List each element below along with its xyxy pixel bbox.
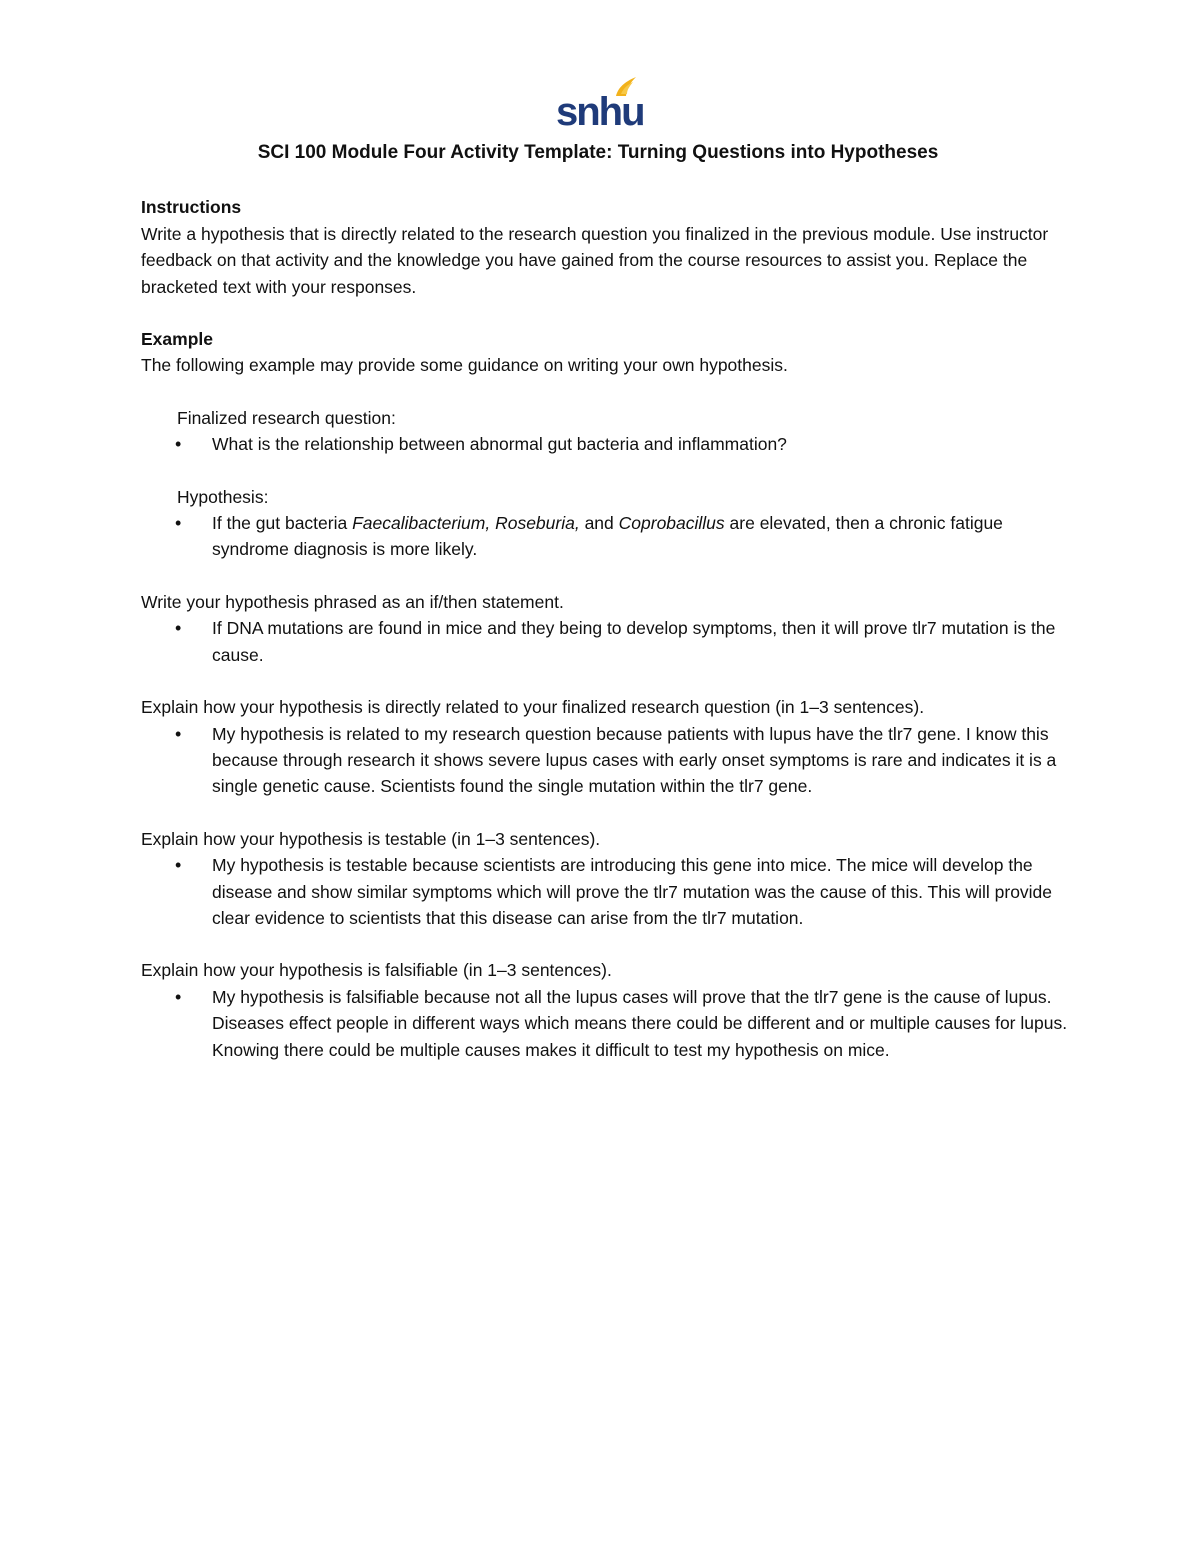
question-2-block: [141, 694, 1071, 800]
example-question-block: [141, 405, 1071, 458]
list-item: • What is the relationship between abnormal gut bacteria and inflammation?: [212, 431, 1071, 457]
instructions-section: [141, 194, 1071, 300]
example-question-label: Finalized research question:: [177, 407, 396, 428]
question-3-block: [141, 826, 1071, 932]
instructions-heading: Instructions: [141, 197, 242, 218]
question-2-prompt: Explain how your hypothesis is directly related to your finalized research question (in 1–3 sentences).: [141, 697, 925, 718]
example-hypothesis-block: [141, 484, 1071, 563]
question-4-block: [141, 957, 1071, 1063]
question-1-block: [141, 589, 1071, 668]
example-hypothesis-label: Hypothesis:: [177, 486, 269, 507]
list-item: • If DNA mutations are found in mice and they being to develop symptoms, then it will prove tlr7 mutation is the cause.: [212, 615, 1071, 668]
list-item: [212, 510, 1071, 563]
question-3-answer-list: [141, 852, 1071, 931]
bacteria-name: Coprobacillus: [618, 513, 725, 534]
question-4-answer-list: [141, 984, 1071, 1063]
hypothesis-text: If the gut bacteria: [212, 513, 353, 534]
hypothesis-text: and: [579, 513, 619, 534]
document-body: [141, 140, 1071, 1089]
hypothesis-text: are elevated, then a chronic fatigue syndrome diagnosis is more likely.: [212, 513, 1003, 560]
page-title: SCI 100 Module Four Activity Template: Turning Questions into Hypotheses: [257, 142, 939, 163]
question-4-prompt: Explain how your hypothesis is falsifiable (in 1–3 sentences).: [141, 960, 612, 981]
logo-text: snhu: [556, 90, 644, 134]
instructions-body: Write a hypothesis that is directly related to the research question you finalized in the previous module. Use instructor feedback on that activity and the knowledge you have gained from the course resources to assist you. Replace the bracketed text with your responses.: [141, 223, 1049, 297]
list-item: • My hypothesis is testable because scientists are introducing this gene into mice. The mice will develop the disease and show similar symptoms which will prove the tlr7 mutation was the cause of this. This will provide clear evidence to scientists that this disease can arise from the tlr7 mutation.: [212, 852, 1071, 931]
example-question-list: [141, 431, 1071, 457]
example-heading: Example: [141, 329, 213, 350]
example-section: [141, 326, 1071, 379]
bacteria-names: Faecalibacterium, Roseburia,: [352, 513, 580, 534]
question-1-answer-list: [141, 615, 1071, 668]
example-intro: The following example may provide some guidance on writing your own hypothesis.: [141, 355, 788, 376]
list-item: • My hypothesis is related to my research question because patients with lupus have the tlr7 gene. I know this because through research it shows severe lupus cases with early onset symptoms is rare and indicates it is a single genetic cause. Scientists found the single mutation within the tlr7 gene.: [212, 721, 1071, 800]
snhu-logo: [556, 74, 644, 134]
question-3-prompt: Explain how your hypothesis is testable (in 1–3 sentences).: [141, 828, 601, 849]
question-1-prompt: Write your hypothesis phrased as an if/then statement.: [141, 591, 564, 612]
list-item: • My hypothesis is falsifiable because not all the lupus cases will prove that the tlr7 gene is the cause of lupus. Diseases effect people in different ways which means there could be different and or multiple causes for lupus. Knowing there could be multiple causes makes it difficult to test my hypothesis on mice.: [212, 984, 1071, 1063]
question-2-answer-list: [141, 721, 1071, 800]
example-hypothesis-list: [141, 510, 1071, 563]
